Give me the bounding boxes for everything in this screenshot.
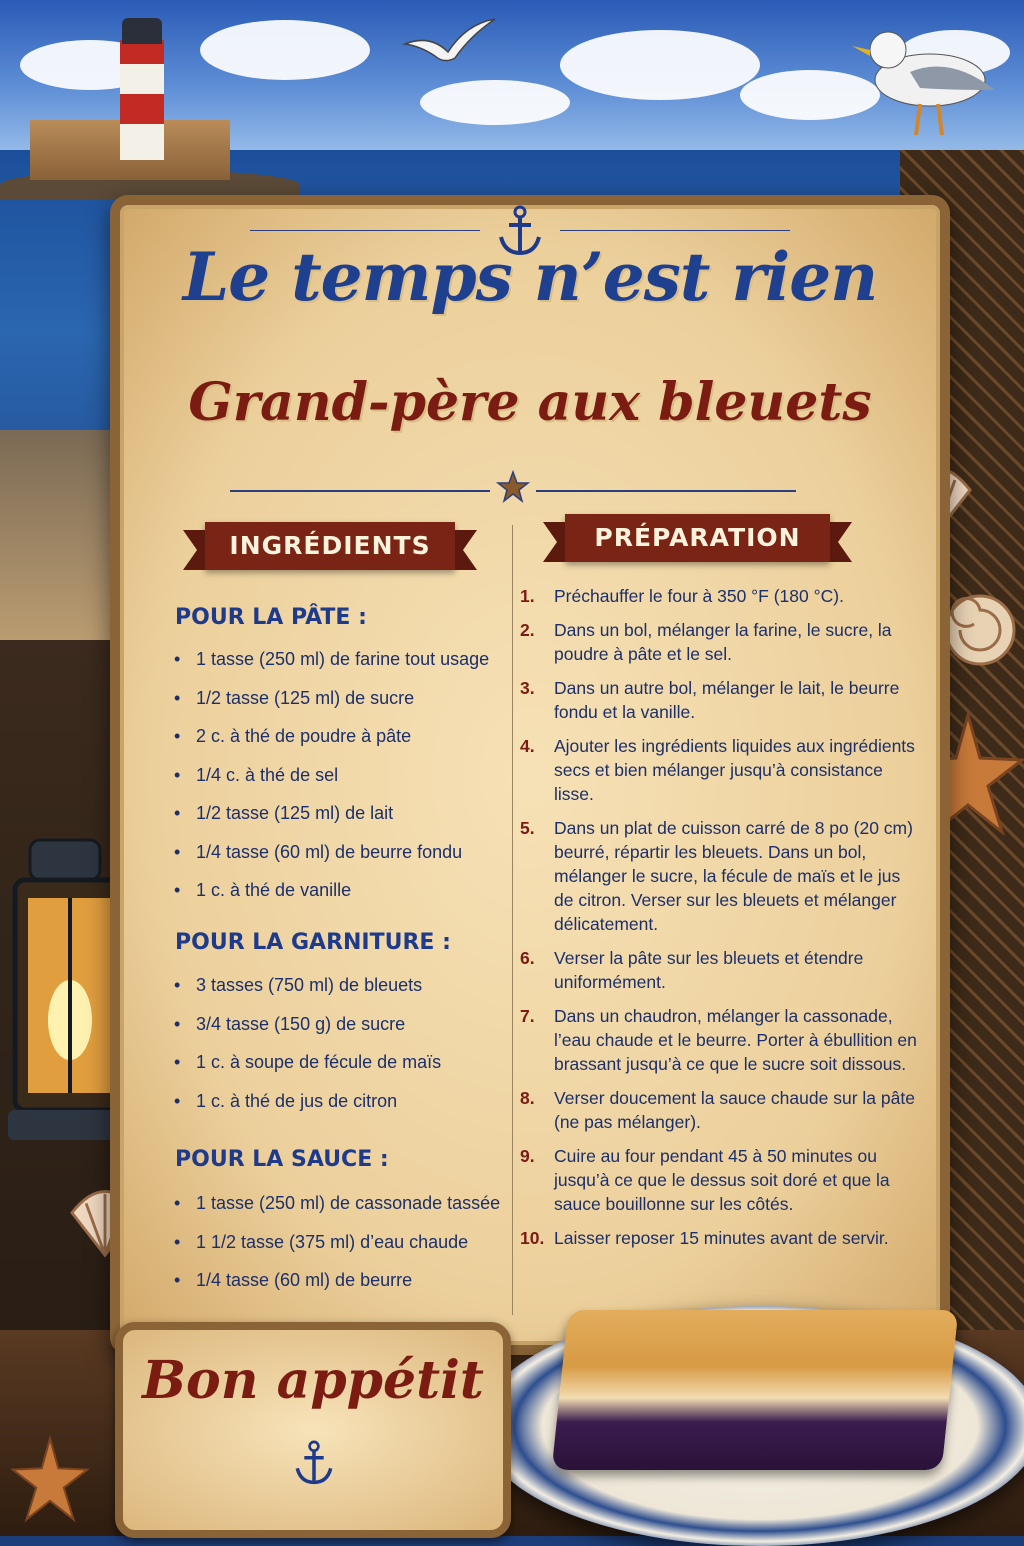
step-number: 2. (520, 620, 535, 640)
list-item: • 1/2 tasse (125 ml) de sucre (170, 679, 510, 718)
preparation-banner: PRÉPARATION (565, 514, 830, 562)
closing-text: Bon appétit (142, 1350, 484, 1411)
step-item (520, 1004, 920, 1076)
list-item: • 1 tasse (250 ml) de cassonade tassée (170, 1184, 510, 1223)
ingredient-list-sauce (170, 1184, 510, 1300)
step-number: 6. (520, 948, 535, 968)
title-flourish-right (560, 230, 790, 231)
list-item: • 3/4 tasse (150 g) de sucre (170, 1005, 510, 1044)
list-item: • 1 tasse (250 ml) de farine tout usage (170, 640, 510, 679)
title-divider-left (230, 490, 490, 492)
step-item (520, 584, 920, 608)
preparation-steps (520, 584, 920, 1260)
list-item: • 1 c. à thé de vanille (170, 871, 510, 910)
list-item: • 1 c. à soupe de fécule de maïs (170, 1043, 510, 1082)
recipe-title: Le temps n’est rien (182, 238, 878, 316)
list-item: • 1 1/2 tasse (375 ml) d’eau chaude (170, 1223, 510, 1262)
step-item (520, 1144, 920, 1216)
step-text: Verser la pâte sur les bleuets et étendre uniformément. (554, 948, 864, 992)
list-item: • 1/4 tasse (60 ml) de beurre (170, 1261, 510, 1300)
step-text: Verser doucement la sauce chaude sur la pâte (ne pas mélanger). (554, 1088, 915, 1132)
step-number: 7. (520, 1006, 535, 1026)
anchor-icon (292, 1440, 336, 1486)
step-number: 4. (520, 736, 535, 756)
step-number: 1. (520, 586, 535, 606)
ingredient-list-garniture (170, 966, 510, 1120)
step-number: 5. (520, 818, 535, 838)
ingredients-banner: INGRÉDIENTS (205, 522, 455, 570)
step-text: Laisser reposer 15 minutes avant de servir. (554, 1228, 889, 1248)
section-heading-pate: POUR LA PÂTE : (175, 605, 367, 630)
step-item (520, 1086, 920, 1134)
step-text: Dans un plat de cuisson carré de 8 po (20 cm) beurré, répartir les bleuets. Dans un bol, mélanger le sucre, la fécule de maïs et le jus de citron. Verser sur les bleuets et mélanger délicatement. (554, 818, 913, 934)
star-icon (496, 470, 530, 504)
step-item (520, 676, 920, 724)
step-text: Dans un bol, mélanger la farine, le sucre, la poudre à pâte et le sel. (554, 620, 892, 664)
list-item: • 1/2 tasse (125 ml) de lait (170, 794, 510, 833)
section-heading-sauce: POUR LA SAUCE : (175, 1147, 389, 1172)
step-text: Cuire au four pendant 45 à 50 minutes ou jusqu’à ce que le dessus soit doré et que la sauce bouillonne sur les côtés. (554, 1146, 890, 1214)
ingredient-list-pate (170, 640, 510, 910)
step-number: 9. (520, 1146, 535, 1166)
section-heading-garniture: POUR LA GARNITURE : (175, 930, 451, 955)
step-item (520, 816, 920, 936)
list-item: • 1 c. à thé de jus de citron (170, 1082, 510, 1121)
seagull-perched-icon (850, 10, 1000, 140)
seagull-flying-icon (400, 14, 500, 74)
list-item: • 2 c. à thé de poudre à pâte (170, 717, 510, 756)
step-number: 10. (520, 1228, 545, 1248)
step-text: Ajouter les ingrédients liquides aux ingrédients secs et bien mélanger jusqu’à consistance lisse. (554, 736, 915, 804)
column-divider (512, 525, 513, 1315)
step-text: Préchauffer le four à 350 °F (180 °C). (554, 586, 844, 606)
title-divider-right (536, 490, 796, 492)
step-item (520, 1226, 920, 1250)
step-item (520, 618, 920, 666)
lighthouse-lamp (122, 18, 162, 44)
list-item: • 1/4 c. à thé de sel (170, 756, 510, 795)
snail-shell-icon (940, 590, 1020, 670)
list-item: • 3 tasses (750 ml) de bleuets (170, 966, 510, 1005)
lighthouse (120, 40, 164, 160)
step-item (520, 946, 920, 994)
step-text: Dans un chaudron, mélanger la cassonade, l’eau chaude et le beurre. Porter à ébullition en brassant jusqu’à ce que le sucre soit dissous. (554, 1006, 917, 1074)
list-item: • 1/4 tasse (60 ml) de beurre fondu (170, 833, 510, 872)
step-number: 3. (520, 678, 535, 698)
step-item (520, 734, 920, 806)
title-flourish-left (250, 230, 480, 231)
starfish-icon (10, 1435, 90, 1525)
step-text: Dans un autre bol, mélanger le lait, le beurre fondu et la vanille. (554, 678, 900, 722)
blueberry-cake (552, 1310, 959, 1470)
recipe-subtitle: Grand-père aux bleuets (188, 372, 872, 433)
step-number: 8. (520, 1088, 535, 1108)
